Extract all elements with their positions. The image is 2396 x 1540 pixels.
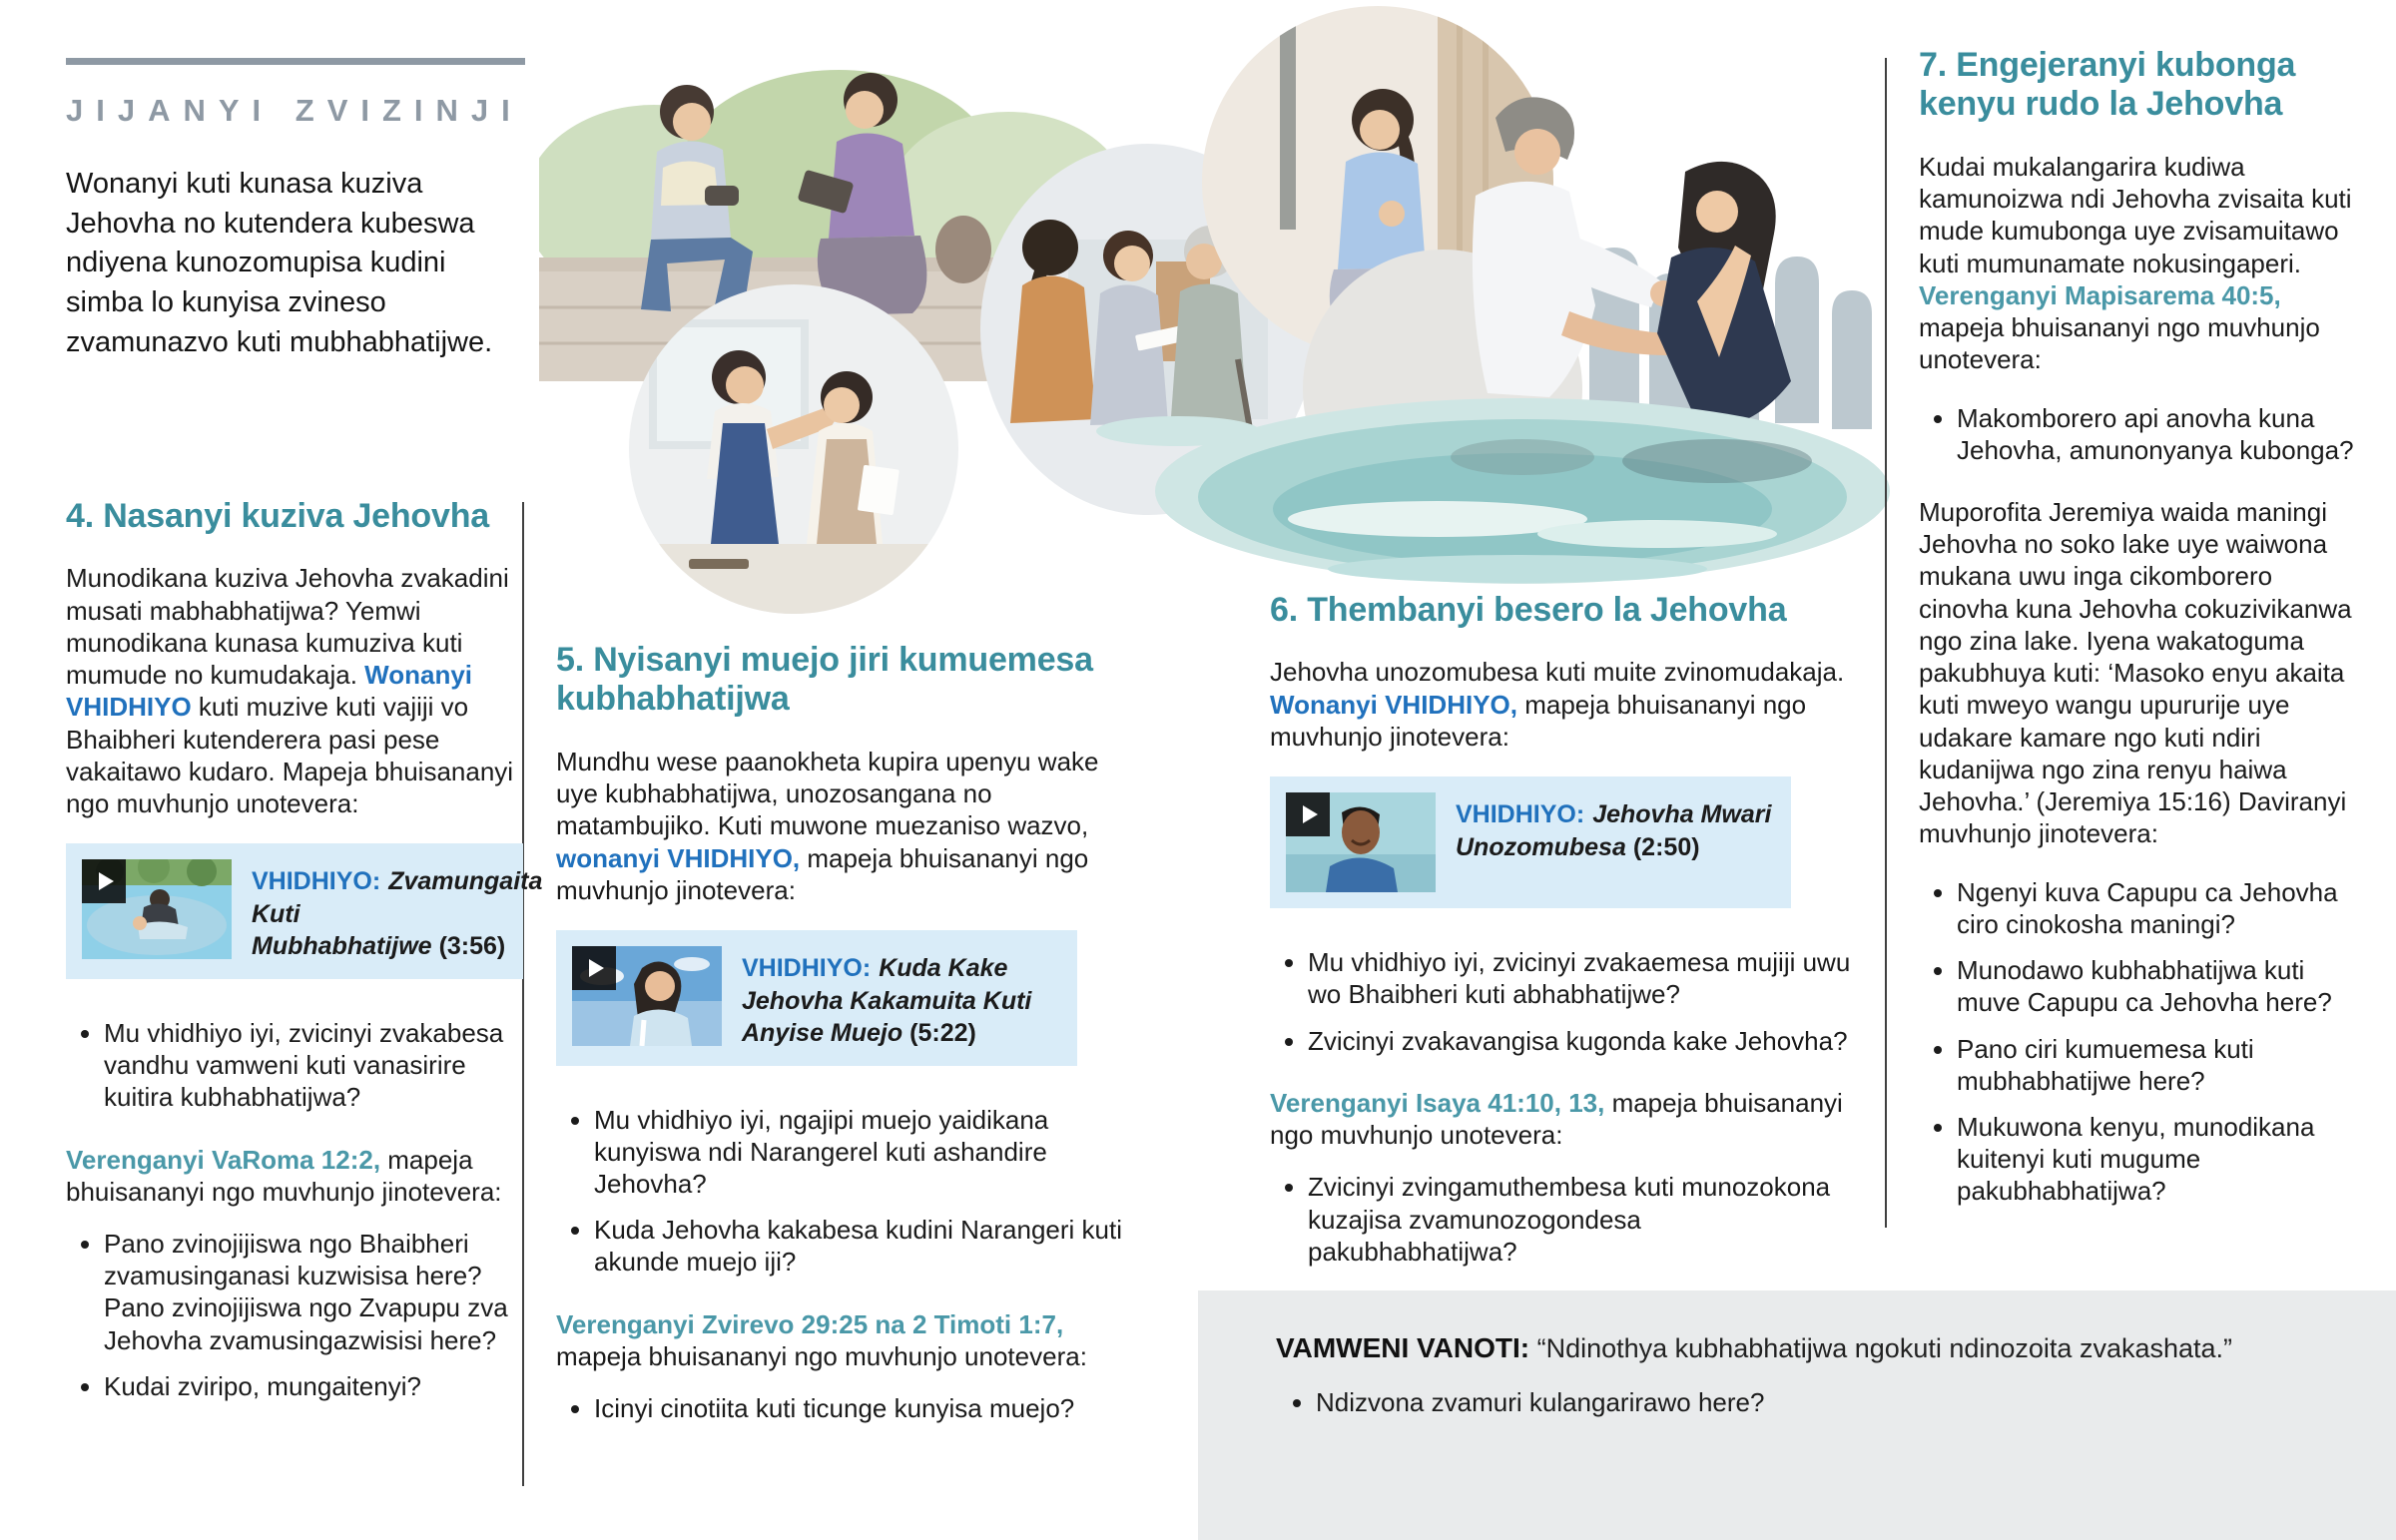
question-item: • Mu vhidhiyo iyi, zvicinyi zvakabesa vandhu vamweni kuti vanasirire kuitira kubhabhatijwa? bbox=[104, 1017, 523, 1114]
question-item: • Ngenyi kuva Capupu ca Jehovha ciro cinokosha maningi? bbox=[1957, 876, 2360, 940]
illustration-ministry-circle bbox=[980, 144, 1316, 515]
video-card[interactable] bbox=[556, 930, 1077, 1066]
paragraph-text: Munodikana kuziva Jehovha zvakadini musati mabhabhatijwa? Yemwi munodikana kunasa kumuziva kuti mumude no kumudakaja. bbox=[66, 563, 509, 691]
play-icon[interactable] bbox=[82, 859, 126, 903]
scripture-link[interactable]: Verenganyi Zvirevo 29:25 na 2 Timoti 1:7, bbox=[556, 1308, 1064, 1339]
video-thumbnail[interactable] bbox=[82, 859, 232, 959]
question-list bbox=[556, 1392, 1147, 1424]
video-label: VHIDHIYO: bbox=[1456, 800, 1585, 829]
question-item: • Pano ciri kumuemesa kuti mubhabhatijwe here? bbox=[1957, 1033, 2360, 1097]
video-duration: (5:22) bbox=[909, 1019, 976, 1048]
play-icon[interactable] bbox=[572, 946, 616, 990]
question-list bbox=[66, 1017, 523, 1114]
video-title: Zvamungaita Kuti Mubhabhatijwe bbox=[252, 867, 543, 961]
question-list bbox=[1919, 876, 2360, 1208]
section-5 bbox=[556, 641, 1147, 1454]
video-title: Jehovha Mwari Unozomubesa bbox=[1456, 800, 1772, 861]
video-label: VHIDHIYO: bbox=[252, 867, 381, 896]
video-duration: (3:56) bbox=[438, 932, 506, 961]
play-icon[interactable] bbox=[1286, 792, 1330, 836]
question-item: • Ndizvona zvamuri kulangarirawo here? bbox=[1316, 1386, 2336, 1418]
question-list bbox=[1270, 946, 1857, 1057]
illustration-kitchen-circle bbox=[629, 284, 968, 614]
question-item: • Mu vhidhiyo iyi, ngajipi muejo yaidikana kunyiswa ndi Narangerel kuti ashandire Jehovha? bbox=[594, 1104, 1147, 1201]
video-card[interactable] bbox=[1270, 776, 1791, 908]
section-7-title: 7. Engejeranyi kubonga kenyu rudo la Jehovha bbox=[1919, 46, 2296, 124]
video-label: VHIDHIYO: bbox=[742, 954, 872, 983]
others-say-line bbox=[1276, 1330, 2336, 1366]
question-list bbox=[1276, 1386, 2336, 1418]
question-list bbox=[66, 1228, 523, 1402]
intro-paragraph: Wonanyi kuti kunasa kuziva Jehovha no kutendera kubeswa ndiyena kunozomupisa kudini simba lo kunyisa zvineso zvamunazvo kuti mubhabhatijwe. bbox=[66, 168, 493, 358]
section-6-paragraph bbox=[1270, 656, 1857, 753]
paragraph-text: mapeja bhuisananyi ngo muvhunjo jinotevera: bbox=[66, 1144, 502, 1207]
video-title: Kuda Kake Jehovha Kakamuita Kuti Anyise Muejo bbox=[742, 954, 1032, 1048]
question-item: • Pano zvinojijiswa ngo Bhaibheri zvamusinganasi kuzwisisa here? Pano zvinojijiswa ngo Zvapupu zva Jehovha zvamusingazwisisi here? bbox=[104, 1228, 523, 1356]
question-item: • Makomborero api anovha kuna Jehovha, amunonyanya kubonga? bbox=[1957, 402, 2360, 466]
others-say-box bbox=[1198, 1290, 2396, 1540]
watch-video-link[interactable]: wonanyi VHIDHIYO, bbox=[556, 842, 801, 873]
paragraph-text: kuti muzive kuti vajiji vo Bhaibheri kutenderera pasi pese vakaitawo kudaro. Mapeja bhuisananyi ngo muvhunjo unotevera: bbox=[66, 692, 514, 819]
video-thumbnail[interactable] bbox=[1286, 792, 1436, 892]
section-5-paragraph bbox=[556, 746, 1147, 906]
video-caption bbox=[252, 865, 542, 963]
scripture-link[interactable]: Verenganyi VaRoma 12:2, bbox=[66, 1144, 381, 1175]
illustration-collage bbox=[539, 0, 1907, 629]
paragraph-text: mapeja bhuisananyi ngo muvhunjo jinotevera: bbox=[1270, 689, 1807, 752]
question-list bbox=[1919, 402, 2360, 466]
question-item: • Mukuwona kenyu, munodikana kuitenyi kuti mugume pakubhabhatijwa? bbox=[1957, 1111, 2360, 1208]
watch-video-link[interactable]: Wonanyi VHIDHIYO bbox=[66, 660, 473, 723]
scripture-paragraph bbox=[556, 1308, 1147, 1372]
paragraph-text: mapeja bhuisananyi ngo muvhunjo unotevera: bbox=[556, 1340, 1087, 1371]
paragraph-text: mapeja bhuisananyi ngo muvhunjo jinotevera: bbox=[556, 842, 1089, 905]
kicker-rule bbox=[66, 58, 525, 65]
section-4-paragraph bbox=[66, 562, 523, 819]
question-item: • Mu vhidhiyo iyi, zvicinyi zvakaemesa mujiji uwu wo Bhaibheri kuti abhabhatijwe? bbox=[1308, 946, 1857, 1010]
illustration-bench-conversation bbox=[539, 70, 1128, 381]
others-say-quote: “Ndinothya kubhabhatijwa ngokuti ndinozoita zvakashata.” bbox=[1536, 1333, 2233, 1363]
question-item: • Zvicinyi zvakavangisa kugonda kake Jehovha? bbox=[1308, 1025, 1857, 1057]
section-5-title: 5. Nyisanyi muejo jiri kumuemesa kubhabhatijwa bbox=[556, 641, 1093, 719]
video-caption bbox=[742, 952, 1061, 1050]
question-list bbox=[1270, 1171, 1857, 1268]
question-item: • Zvicinyi zvingamuthembesa kuti munozokona kuzajisa zvamunozogondesa pakubhabhatijwa? bbox=[1308, 1171, 1857, 1268]
scripture-paragraph bbox=[1270, 1087, 1857, 1151]
scripture-link[interactable]: Verenganyi Isaya 41:10, 13, bbox=[1270, 1087, 1605, 1118]
question-item: • Munodawo kubhabhatijwa kuti muve Capupu ca Jehovha here? bbox=[1957, 954, 2360, 1018]
column-divider bbox=[1885, 58, 1887, 1228]
illustration-baptism-scene bbox=[1096, 97, 1890, 584]
watch-video-link[interactable]: Wonanyi VHIDHIYO, bbox=[1270, 689, 1517, 720]
section-4 bbox=[66, 497, 543, 1432]
paragraph-text: mapeja bhuisananyi ngo muvhunjo unotevera: bbox=[1270, 1087, 1843, 1151]
paragraph-text: mapeja bhuisananyi ngo muvhunjo unotevera: bbox=[1919, 312, 2320, 375]
illustration-prayer-circle bbox=[1202, 6, 1557, 357]
others-say-label: VAMWENI VANOTI: bbox=[1276, 1332, 1530, 1363]
section-7-paragraph bbox=[1919, 151, 2360, 376]
question-item: • Icinyi cinotiita kuti ticunge kunyisa muejo? bbox=[594, 1392, 1147, 1424]
section-4-title: 4. Nasanyi kuziva Jehovha bbox=[66, 497, 489, 535]
section-7 bbox=[1919, 46, 2360, 1238]
section-6 bbox=[1270, 591, 1857, 1297]
question-item: • Kudai zviripo, mungaitenyi? bbox=[104, 1370, 523, 1402]
video-thumbnail[interactable] bbox=[572, 946, 722, 1046]
scripture-paragraph bbox=[66, 1144, 523, 1208]
video-caption bbox=[1456, 798, 1775, 863]
section-7-paragraph-2: Muporofita Jeremiya waida maningi Jehovha no soko lake uye waiwona mukana uwu inga cikomborero cinovha kuna Jehovha cokuzivikanwa ngo zina lake. Iyena wakatoguma pakubhuya kuti: ‘Masoko enyu akaita kuti mweyo wangu upururije uye udakare kamare ngo kuti ndiri kudanijwa ngo zina renyu haiwa Jehovha.’ (Jeremiya 15:16) Daviranyi muvhunjo jinotevera: bbox=[1919, 496, 2352, 849]
video-duration: (2:50) bbox=[1632, 832, 1700, 861]
question-item: • Kuda Jehovha kakabesa kudini Narangeri kuti akunde muejo iji? bbox=[594, 1214, 1147, 1278]
paragraph-text: Jehovha unozomubesa kuti muite zvinomudakaja. bbox=[1270, 657, 1845, 688]
video-card[interactable] bbox=[66, 843, 543, 979]
scripture-link[interactable]: Verenganyi Mapisarema 40:5, bbox=[1919, 279, 2281, 310]
page-header bbox=[66, 58, 527, 363]
section-6-title: 6. Thembanyi besero la Jehovha bbox=[1270, 591, 1787, 629]
paragraph-text: Kudai mukalangarira kudiwa kamunoizwa ndi Jehovha zvisaita kuti mude kumubonga uye zvisamuitawo kuti mumunamate nokusingaperi. bbox=[1919, 151, 2352, 278]
question-list bbox=[556, 1104, 1147, 1279]
kicker-label: JIJANYI ZVIZINJI bbox=[66, 93, 523, 128]
paragraph-text: Mundhu wese paanokheta kupira upenyu wake uye kubhabhatijwa, unozosangana no matambujiko. Kuti muwone muezaniso wazvo, bbox=[556, 746, 1099, 841]
